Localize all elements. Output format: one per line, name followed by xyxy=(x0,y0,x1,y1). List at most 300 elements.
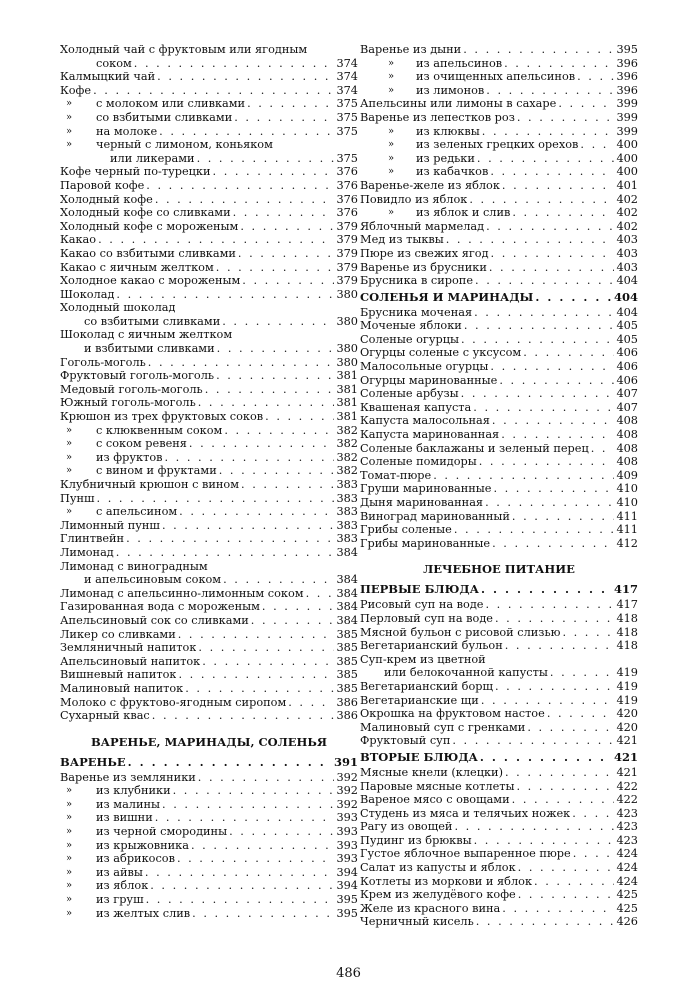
entry-page: 391 xyxy=(333,754,358,769)
toc-entry xyxy=(60,179,358,193)
toc-entry xyxy=(60,532,358,546)
dot-leader xyxy=(482,125,614,139)
toc-entry xyxy=(360,247,638,261)
dot-leader xyxy=(288,696,334,710)
toc-entry xyxy=(360,401,638,415)
entry-page: 406 xyxy=(616,360,638,374)
entry-page: 374 xyxy=(336,70,358,84)
toc-entry xyxy=(360,612,638,626)
toc-entry xyxy=(60,206,358,220)
toc-entry xyxy=(360,138,638,152)
entry-page: 385 xyxy=(336,641,358,655)
entry-title: Повидло из яблок xyxy=(360,192,468,206)
toc-entry xyxy=(60,771,358,785)
entry-page: 384 xyxy=(336,545,358,559)
ditto-mark: » xyxy=(66,506,73,518)
entry-title: Южный гоголь-моголь xyxy=(60,396,196,410)
toc-entry xyxy=(60,587,358,601)
entry-title: Пунш xyxy=(60,491,95,505)
entry-page: 393 xyxy=(336,838,358,852)
dot-leader xyxy=(558,97,614,111)
entry-page: 376 xyxy=(336,192,358,206)
entry-page: 422 xyxy=(616,779,638,793)
dot-leader xyxy=(223,573,334,587)
entry-title: и взбитыми сливками xyxy=(84,342,215,356)
entry-title: Земляничный напиток xyxy=(60,641,197,655)
entry-page: 408 xyxy=(616,441,638,455)
entry-title: Салат из капусты и яблок xyxy=(360,861,516,875)
toc-entry xyxy=(360,820,638,834)
toc-entry xyxy=(60,247,358,261)
entry-page: 420 xyxy=(616,720,638,734)
entry-page: 374 xyxy=(336,56,358,70)
toc-entry xyxy=(60,396,358,410)
toc-entry xyxy=(360,807,638,821)
ditto-mark: » xyxy=(388,166,395,178)
dot-leader xyxy=(452,734,614,748)
dot-leader xyxy=(454,523,614,537)
entry-title: Черничный кисель xyxy=(360,915,474,929)
dot-leader xyxy=(517,111,614,125)
entry-page: 393 xyxy=(336,825,358,839)
entry-title: Апельсиновый сок со сливками xyxy=(60,613,249,627)
spacer xyxy=(360,550,638,558)
entry-title: Вегетарианский борщ xyxy=(360,679,493,693)
dot-leader xyxy=(518,861,614,875)
dot-leader xyxy=(229,825,334,839)
dot-leader xyxy=(233,206,334,220)
toc-entry xyxy=(360,165,638,179)
entry-page: 418 xyxy=(616,611,638,625)
ditto-mark: » xyxy=(66,798,73,810)
entry-page: 379 xyxy=(336,246,358,260)
toc-entry xyxy=(60,492,358,506)
entry-title: или белокочанной капусты xyxy=(384,666,548,680)
toc-entry xyxy=(360,84,638,98)
entry-title: с молоком или сливками xyxy=(96,97,246,111)
toc-entry xyxy=(60,125,358,139)
entry-title: Холодный кофе xyxy=(60,192,153,206)
entry-title: Крюшон из трех фруктовых соков xyxy=(60,410,264,424)
dot-leader xyxy=(480,748,612,766)
dot-leader xyxy=(490,165,614,179)
entry-page: 380 xyxy=(336,287,358,301)
entry-page: 403 xyxy=(616,233,638,247)
entry-title: Шоколад с яичным желтком xyxy=(60,328,233,342)
toc-entry xyxy=(60,655,358,669)
dot-leader xyxy=(219,464,334,478)
dot-leader xyxy=(240,220,334,234)
entry-title: с апельсином xyxy=(96,505,178,519)
entry-page: 396 xyxy=(616,56,638,70)
spacer xyxy=(60,723,358,731)
dot-leader xyxy=(469,193,614,207)
entry-title: Рисовый суп на воде xyxy=(360,598,484,612)
entry-title: из яблок и слив xyxy=(416,206,511,220)
dot-leader xyxy=(502,902,614,916)
toc-entry xyxy=(360,346,638,360)
dot-leader xyxy=(146,179,334,193)
dot-leader xyxy=(164,451,334,465)
entry-page: 396 xyxy=(616,83,638,97)
ditto-mark: » xyxy=(388,152,395,164)
entry-page: 426 xyxy=(616,915,638,929)
ditto-mark: » xyxy=(66,812,73,824)
entry-page: 406 xyxy=(616,346,638,360)
dot-leader xyxy=(155,811,334,825)
entry-title: Капуста малосольная xyxy=(360,414,490,428)
toc-entry xyxy=(360,387,638,401)
entry-title: Сухарный квас xyxy=(60,709,150,723)
toc-entry xyxy=(60,342,358,356)
toc-entry xyxy=(60,261,358,275)
entry-page: 383 xyxy=(336,491,358,505)
entry-title: Вишневый напиток xyxy=(60,668,177,682)
dot-leader xyxy=(222,315,334,329)
entry-title: Паровые мясные котлеты xyxy=(360,779,515,793)
toc-entry xyxy=(60,825,358,839)
toc-entry xyxy=(60,138,358,152)
entry-page: 381 xyxy=(336,396,358,410)
dot-leader xyxy=(518,888,614,902)
entry-page: 425 xyxy=(616,888,638,902)
toc-entry xyxy=(60,546,358,560)
toc-entry xyxy=(60,410,358,424)
entry-page: 380 xyxy=(336,355,358,369)
entry-page: 421 xyxy=(613,749,638,764)
entry-page: 376 xyxy=(336,165,358,179)
entry-title: Дыня маринованная xyxy=(360,496,484,509)
toc-entry xyxy=(360,598,638,612)
ditto-mark: » xyxy=(66,98,73,110)
ditto-mark: » xyxy=(66,880,73,892)
toc-entry xyxy=(360,707,638,721)
entry-page: 385 xyxy=(336,681,358,695)
entry-title: Томат-пюре xyxy=(360,468,432,482)
entry-page: 383 xyxy=(336,532,358,546)
entry-title: со взбитыми сливками xyxy=(84,314,221,328)
entry-title: из вишни xyxy=(96,811,153,825)
entry-title: из клюквы xyxy=(416,124,480,138)
dot-leader xyxy=(535,288,612,306)
entry-page: 383 xyxy=(336,478,358,491)
entry-title: Мясные кнели (клецки) xyxy=(360,765,503,779)
entry-page: 375 xyxy=(336,110,358,124)
entry-title: черный с лимоном, коньяком xyxy=(96,138,273,152)
entry-page: 382 xyxy=(336,464,358,478)
toc-entry xyxy=(360,455,638,469)
dot-leader xyxy=(116,288,334,302)
toc-entry xyxy=(60,424,358,438)
entry-title: Котлеты из моркови и яблок xyxy=(360,874,533,888)
toc-entry xyxy=(60,70,358,84)
entry-page: 424 xyxy=(616,874,638,888)
entry-page: 419 xyxy=(616,666,638,680)
ditto-mark: » xyxy=(66,111,73,123)
dot-leader xyxy=(512,510,614,524)
entry-title: Соленые арбузы xyxy=(360,387,459,401)
dot-leader xyxy=(502,179,614,193)
entry-page: 384 xyxy=(336,600,358,614)
dot-leader xyxy=(517,780,615,794)
toc-entry xyxy=(360,469,638,483)
entry-title: Гоголь-моголь xyxy=(60,355,146,369)
toc-entry xyxy=(360,915,638,929)
entry-page: 405 xyxy=(616,319,638,333)
ditto-mark: » xyxy=(388,84,395,96)
entry-title: Лимонный пунш xyxy=(60,518,160,532)
ditto-mark: » xyxy=(388,125,395,137)
entry-page: 385 xyxy=(336,668,358,682)
toc-entry xyxy=(360,902,638,916)
entry-page: 380 xyxy=(336,342,358,356)
entry-page: 395 xyxy=(616,43,638,56)
dot-leader xyxy=(491,247,614,261)
entry-title: из яблок xyxy=(96,879,149,893)
entry-title: соком xyxy=(96,56,132,70)
dot-leader xyxy=(479,455,614,469)
entry-title: с вином и фруктами xyxy=(96,464,217,478)
toc-entry xyxy=(360,537,638,551)
dot-leader xyxy=(162,519,334,533)
dot-leader xyxy=(477,152,614,166)
dot-leader xyxy=(155,193,334,207)
toc-entry xyxy=(360,482,638,496)
dot-leader xyxy=(454,820,614,834)
dot-leader xyxy=(157,70,334,84)
ditto-mark: » xyxy=(66,139,73,151)
ditto-mark: » xyxy=(66,451,73,463)
entry-page: 403 xyxy=(616,260,638,274)
toc-entry xyxy=(60,193,358,207)
section-heading xyxy=(360,580,638,598)
dot-leader xyxy=(178,628,334,642)
toc-entry xyxy=(360,780,638,794)
dot-leader xyxy=(486,84,614,98)
entry-page: 385 xyxy=(336,627,358,641)
entry-title: Холодный шоколад xyxy=(60,301,176,315)
toc-entry xyxy=(60,233,358,247)
entry-title: Грибы маринованные xyxy=(360,536,491,550)
entry-page: 379 xyxy=(336,260,358,274)
dot-leader xyxy=(473,401,614,415)
entry-page: 423 xyxy=(616,833,638,847)
entry-title: Кофе xyxy=(60,83,92,97)
toc-entry xyxy=(60,696,358,710)
entry-title: Лимонад с виноградным xyxy=(60,559,208,573)
entry-page: 384 xyxy=(336,586,358,600)
dot-leader xyxy=(476,915,614,929)
entry-page: 422 xyxy=(616,793,638,807)
entry-title: Холодный кофе со сливками xyxy=(60,206,231,220)
dot-leader xyxy=(492,537,614,551)
dot-leader xyxy=(189,437,334,451)
toc-column-left xyxy=(60,43,358,920)
entry-page: 402 xyxy=(616,192,638,206)
entry-page: 383 xyxy=(336,505,358,519)
entry-page: 383 xyxy=(336,518,358,532)
entry-title: Клубничный крюшон с вином xyxy=(60,478,240,491)
toc-entry xyxy=(60,839,358,853)
entry-title: Желе из красного вина xyxy=(360,901,501,915)
toc-entry xyxy=(360,233,638,247)
entry-title: Холодный чай с фруктовым или ягодным xyxy=(60,43,308,56)
entry-title: Апельсиновый напиток xyxy=(60,654,201,668)
dot-leader xyxy=(192,907,334,921)
entry-page: 418 xyxy=(616,625,638,639)
entry-page: 411 xyxy=(616,523,638,537)
entry-title: из клубники xyxy=(96,784,171,798)
entry-title: Глинтвейн xyxy=(60,532,125,546)
entry-page: 403 xyxy=(616,246,638,260)
dot-leader xyxy=(523,346,614,360)
section-heading xyxy=(60,753,358,771)
entry-page: 399 xyxy=(616,124,638,138)
entry-title: на молоке xyxy=(96,124,158,138)
dot-leader xyxy=(251,614,334,628)
toc-entry xyxy=(360,179,638,193)
entry-title: из айвы xyxy=(96,865,143,879)
entry-page: 408 xyxy=(616,455,638,469)
dot-leader xyxy=(534,875,614,889)
toc-entry xyxy=(360,721,638,735)
toc-entry xyxy=(360,360,638,374)
toc-entry xyxy=(360,319,638,333)
entry-title: Соленые баклажаны и зеленый перец xyxy=(360,441,589,455)
entry-title: Вареное мясо с овощами xyxy=(360,793,510,807)
entry-title: ПЕРВЫЕ БЛЮДА xyxy=(360,582,479,597)
toc-entry xyxy=(60,600,358,614)
toc-entry xyxy=(360,626,638,640)
entry-page: 402 xyxy=(616,206,638,220)
toc-entry xyxy=(60,315,358,329)
dot-leader xyxy=(198,641,334,655)
ditto-mark: » xyxy=(66,894,73,906)
entry-title: из фруктов xyxy=(96,450,163,464)
toc-entry xyxy=(60,641,358,655)
dot-leader xyxy=(577,70,614,84)
dot-leader xyxy=(512,206,614,220)
toc-entry xyxy=(360,111,638,125)
dot-leader xyxy=(234,111,334,125)
toc-entry xyxy=(60,628,358,642)
entry-title: Лимонад xyxy=(60,545,114,559)
toc-entry xyxy=(60,274,358,288)
section-heading xyxy=(360,748,638,766)
dot-leader xyxy=(198,396,334,410)
dot-leader xyxy=(493,482,614,496)
entry-title: из редьки xyxy=(416,151,475,165)
dot-leader xyxy=(433,469,614,483)
entry-page: 380 xyxy=(336,314,358,328)
toc-entry xyxy=(360,97,638,111)
ditto-mark: » xyxy=(66,465,73,477)
entry-page: 376 xyxy=(336,178,358,192)
entry-page: 424 xyxy=(616,861,638,875)
toc-entry xyxy=(60,328,358,342)
dot-leader xyxy=(116,546,334,560)
entry-title: Рагу из овощей xyxy=(360,820,453,834)
toc-entry xyxy=(60,356,358,370)
entry-page: 419 xyxy=(616,679,638,693)
entry-page: 400 xyxy=(616,138,638,152)
entry-page: 382 xyxy=(336,423,358,437)
entry-title: Виноград маринованный xyxy=(360,509,510,523)
entry-title: Студень из мяса и телячьих ножек xyxy=(360,806,571,820)
entry-page: 386 xyxy=(336,695,358,709)
entry-page: 393 xyxy=(336,811,358,825)
entry-page: 394 xyxy=(336,865,358,879)
entry-title: Какао со взбитыми сливками xyxy=(60,246,236,260)
dot-leader xyxy=(213,165,334,179)
toc-entry xyxy=(60,519,358,533)
entry-title: Малосольные огурцы xyxy=(360,360,489,374)
dot-leader xyxy=(461,333,614,347)
dot-leader xyxy=(197,152,334,166)
dot-leader xyxy=(580,138,614,152)
ditto-mark: » xyxy=(388,57,395,69)
entry-title: Мясной бульон с рисовой слизью xyxy=(360,625,561,639)
ditto-mark: » xyxy=(66,907,73,919)
entry-title: из зеленых грецких орехов xyxy=(416,138,579,152)
entry-page: 374 xyxy=(336,83,358,97)
entry-title: и апельсиновым соком xyxy=(84,573,222,587)
toc-entry xyxy=(60,84,358,98)
entry-title: Варенье из брусники xyxy=(360,260,487,274)
entry-page: 384 xyxy=(336,573,358,587)
toc-entry xyxy=(60,165,358,179)
entry-page: 381 xyxy=(336,369,358,383)
dot-leader xyxy=(464,319,614,333)
entry-page: 396 xyxy=(616,70,638,84)
ditto-mark: » xyxy=(388,139,395,151)
toc-entry xyxy=(360,274,638,288)
dot-leader xyxy=(150,879,334,893)
entry-page: 405 xyxy=(616,332,638,346)
dot-leader xyxy=(97,492,334,506)
entry-page: 394 xyxy=(336,879,358,893)
dot-leader xyxy=(505,639,614,653)
entry-title: Окрошка на фруктовом настое xyxy=(360,707,545,721)
dot-leader xyxy=(481,694,614,708)
dot-leader xyxy=(191,839,334,853)
dot-leader xyxy=(242,274,334,288)
dot-leader xyxy=(128,753,332,771)
dot-leader xyxy=(550,666,614,680)
entry-title: Паровой кофе xyxy=(60,178,145,192)
dot-leader xyxy=(495,680,614,694)
entry-page: 421 xyxy=(616,734,638,748)
dot-leader xyxy=(591,442,614,456)
entry-title: Моченые яблоки xyxy=(360,319,462,333)
entry-page: 395 xyxy=(336,893,358,907)
dot-leader xyxy=(205,383,334,397)
section-heading xyxy=(360,288,638,306)
toc-entry xyxy=(360,220,638,234)
toc-entry xyxy=(360,43,638,57)
entry-page: 418 xyxy=(616,639,638,653)
dot-leader xyxy=(505,766,614,780)
entry-title: Шоколад xyxy=(60,287,115,301)
entry-page: 381 xyxy=(336,382,358,396)
toc-entry xyxy=(60,464,358,478)
toc-entry xyxy=(360,734,638,748)
entry-page: 423 xyxy=(616,820,638,834)
entry-title: Какао xyxy=(60,233,97,247)
toc-entry xyxy=(360,152,638,166)
toc-entry xyxy=(60,907,358,921)
entry-page: 406 xyxy=(616,373,638,387)
